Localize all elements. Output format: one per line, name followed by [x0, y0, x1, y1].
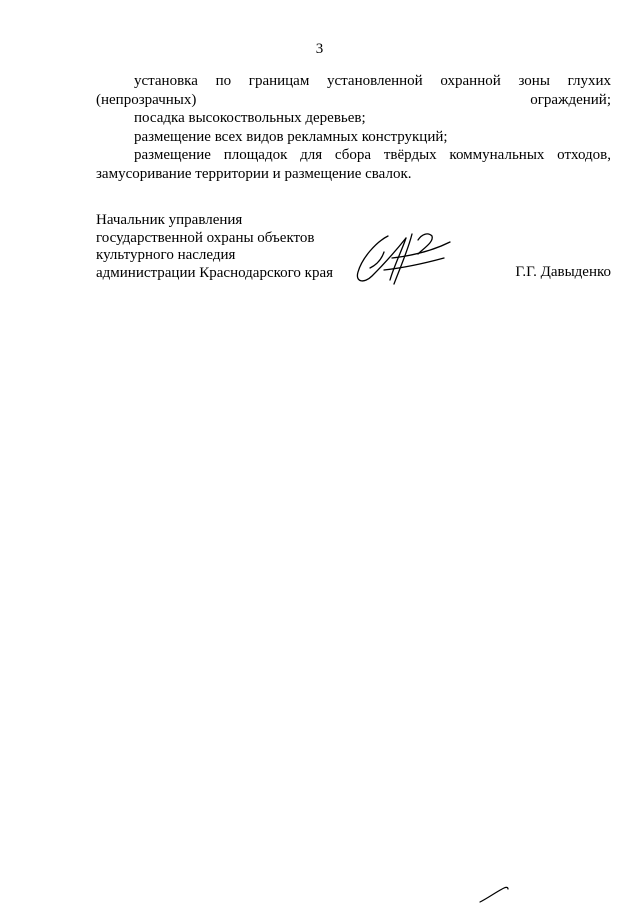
signer-position-line: культурного наследия — [96, 247, 236, 263]
signer-name: Г.Г. Давыденко — [515, 264, 611, 280]
paragraph-fence-restriction: установка по границам установленной охранной зоны глухих (непрозрачных) ограждений; — [96, 73, 611, 108]
paragraph-tree-restriction: посадка высокоствольных деревьев; — [134, 110, 366, 126]
signer-position-line: администрации Краснодарского края — [96, 264, 334, 281]
signer-position-line: Начальник управления — [96, 212, 243, 228]
page-number: 3 — [315, 41, 324, 57]
paragraph-advertising-restriction: размещение всех видов рекламных конструкций; — [134, 128, 448, 145]
signer-position-line: государственной охраны объектов — [96, 229, 315, 246]
paragraph-waste-restriction: размещение площадок для сбора твёрдых коммунальных отходов, замусоривание территории и размещение свалок. — [96, 147, 611, 182]
signer-position — [96, 212, 333, 282]
pen-stroke-icon — [478, 884, 510, 904]
document-body — [96, 72, 611, 183]
handwritten-signature-icon — [348, 228, 458, 290]
